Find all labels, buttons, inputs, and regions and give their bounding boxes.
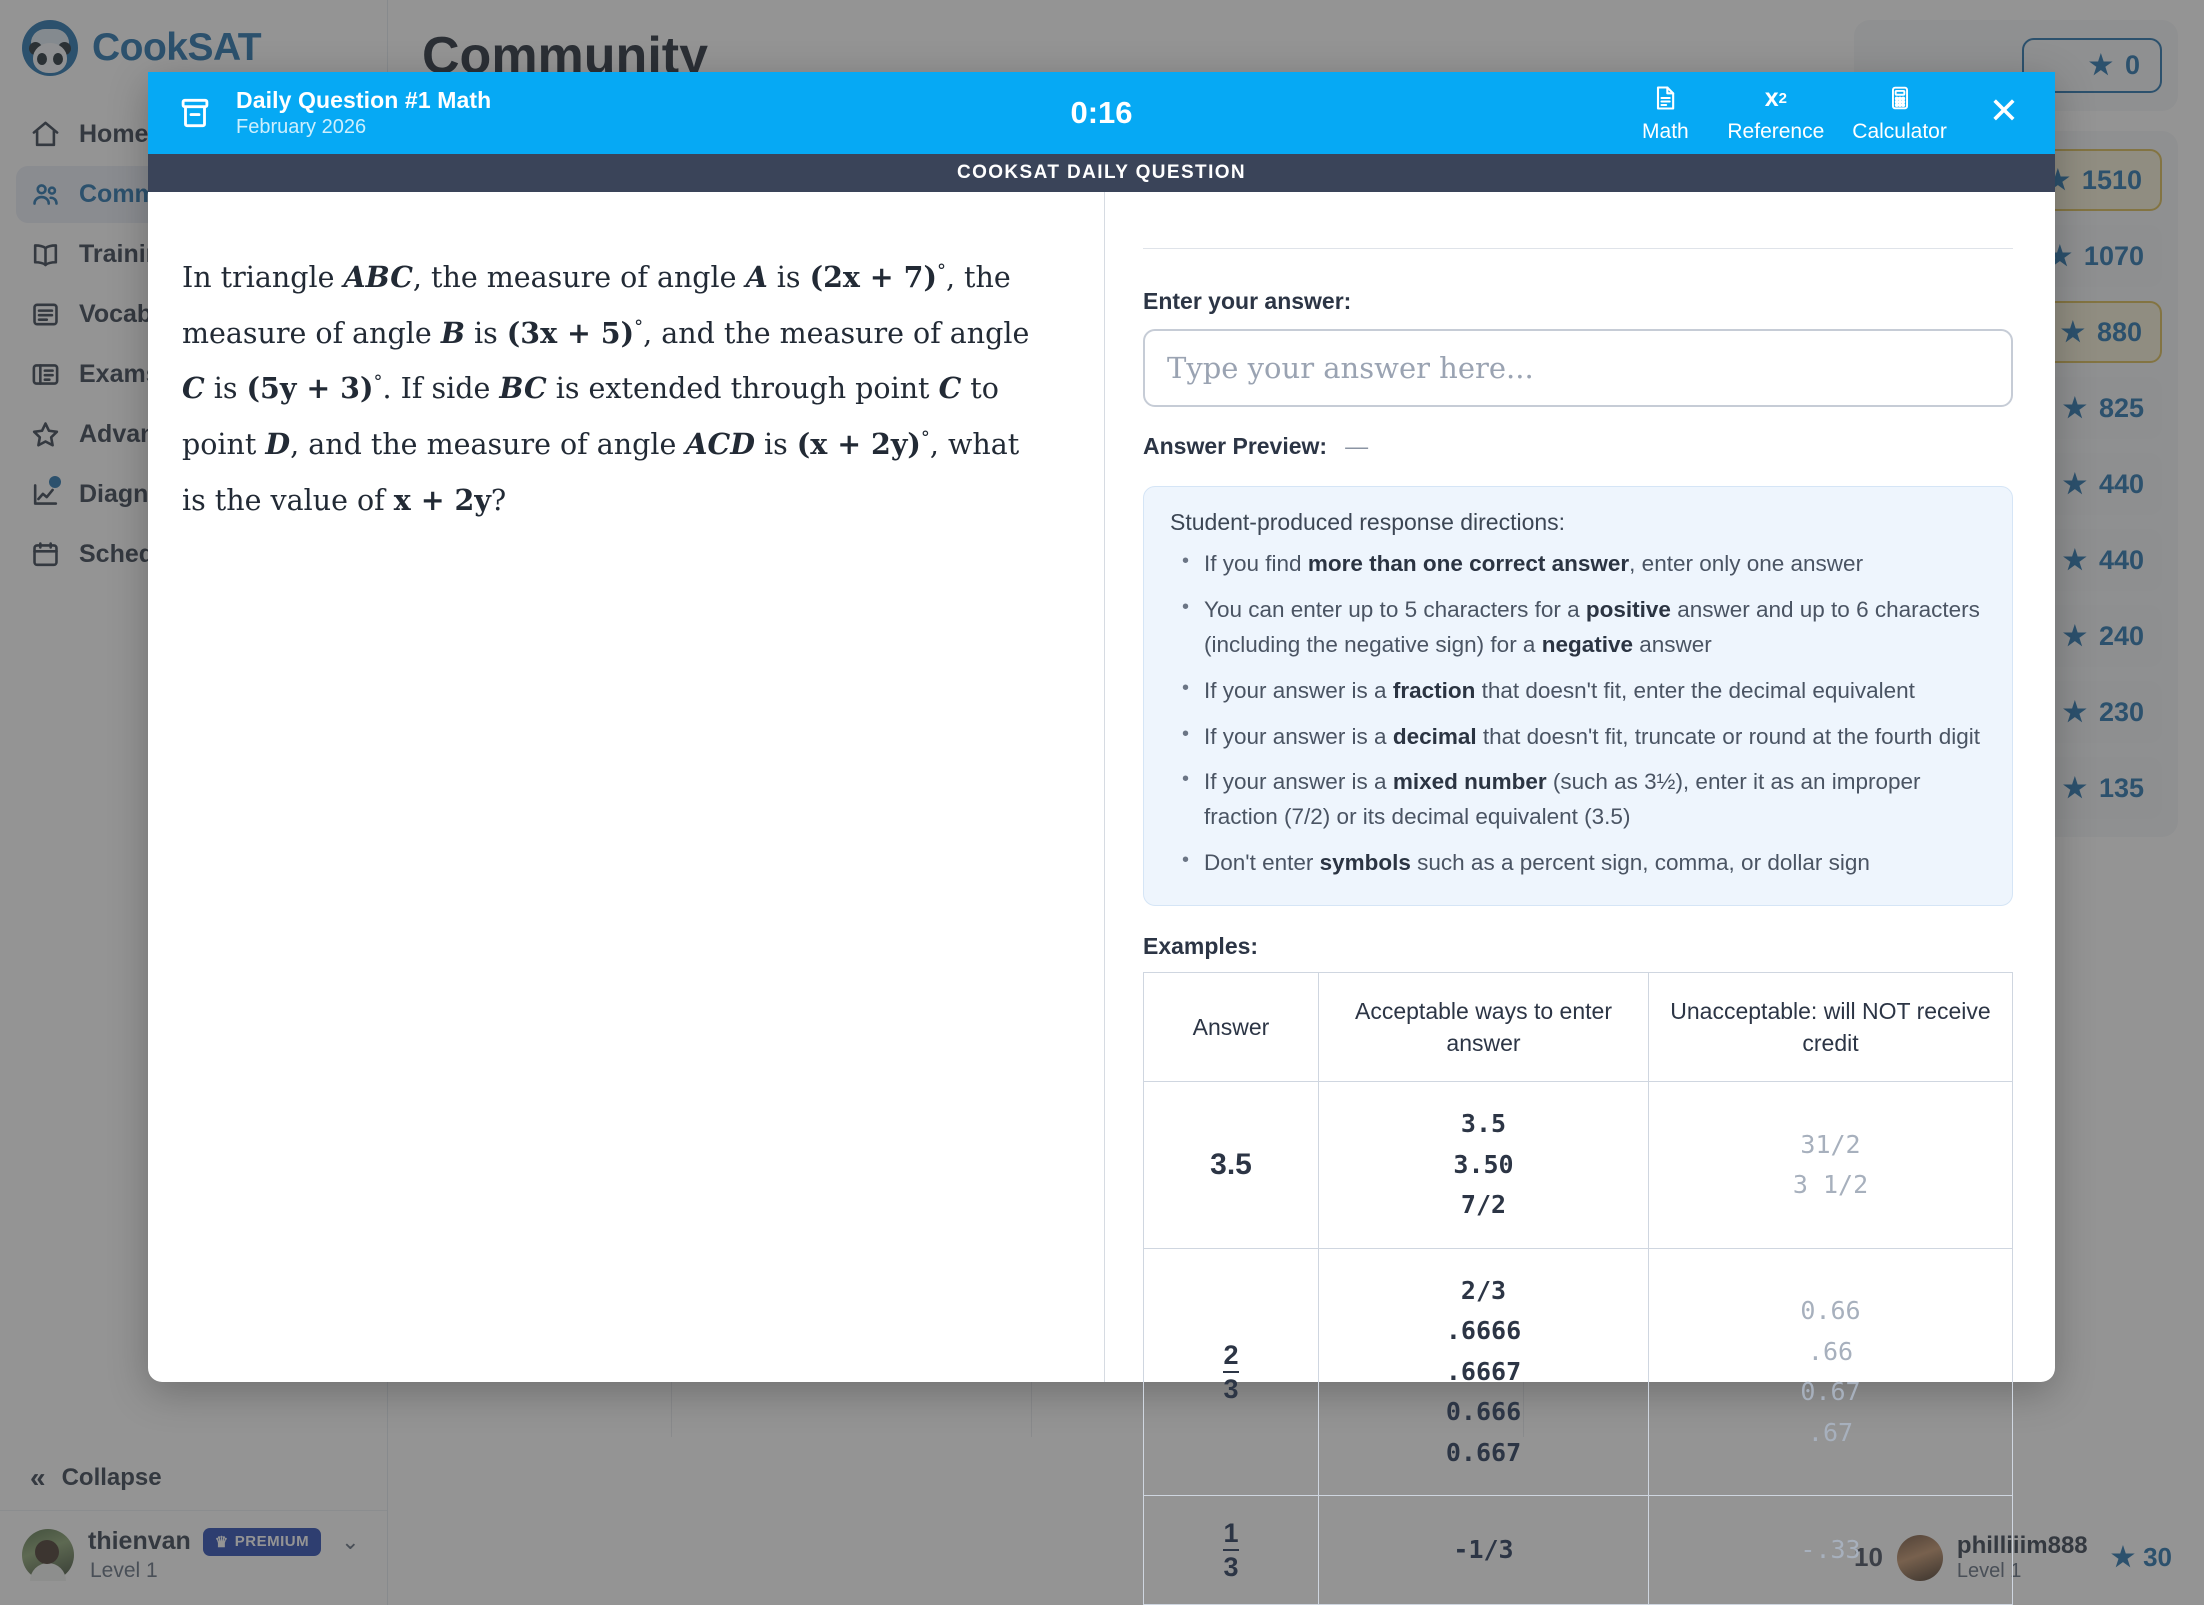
dir-pre: If your answer is a — [1204, 769, 1393, 795]
q-seg: . If side — [382, 372, 500, 406]
question-pane — [148, 192, 1105, 1382]
answer-preview-value: — — [1345, 433, 1369, 459]
document-icon — [1651, 82, 1679, 114]
dir-pre: You can enter up to 5 characters for a — [1204, 596, 1586, 622]
question-text — [182, 250, 1048, 529]
cell-unacceptable: 31/2 3 1/2 — [1649, 1082, 2013, 1249]
examples-table — [1143, 972, 2013, 1605]
dir-post: (such as 3½), enter it as an improper fraction (7/2) or its decimal equivalent (3.5) — [1204, 769, 1921, 830]
reference-tool-label: Reference — [1727, 120, 1825, 143]
dir-bold2: negative — [1541, 631, 1633, 657]
q-var-b: B — [440, 315, 465, 350]
dir-pre: Don't enter — [1204, 850, 1320, 876]
cell-unacceptable: 0.66 .66 0.67 .67 — [1649, 1248, 2013, 1496]
degree-symbol: ° — [920, 427, 930, 449]
q-seg: is — [204, 372, 247, 406]
q-var-d: D — [265, 427, 291, 462]
dir-bold: fraction — [1392, 677, 1476, 703]
answer-pane — [1105, 192, 2055, 1582]
cell-acceptable: 3.5 3.50 7/2 — [1319, 1082, 1649, 1249]
modal-title: Daily Question #1 Math — [236, 87, 492, 113]
dir-bold: more than one correct answer — [1307, 551, 1630, 576]
degree-symbol: ° — [634, 316, 644, 338]
directions-title: Student-produced response directions: — [1170, 509, 1566, 535]
directions-box — [1143, 486, 2013, 906]
x-squared-icon: x 2 — [1764, 83, 1787, 112]
dir-post2: answer — [1633, 631, 1712, 657]
table-header-row — [1144, 973, 2013, 1082]
table-row — [1144, 1082, 2013, 1249]
list-item — [1170, 765, 1986, 835]
q-expr-a: (2x + 7) — [809, 260, 937, 294]
dir-post: that doesn't fit, truncate or round at the fourth digit — [1476, 723, 1980, 749]
cell-answer — [1144, 1496, 1319, 1604]
q-seg: is — [767, 261, 810, 294]
dir-bold: symbols — [1319, 850, 1411, 876]
modal-tools — [1617, 78, 2029, 148]
answer-input[interactable] — [1143, 329, 2013, 407]
archive-box-icon — [176, 94, 214, 132]
q-seg: is — [754, 428, 797, 462]
degree-symbol: ° — [936, 260, 946, 282]
cell-answer: 3.5 — [1144, 1082, 1319, 1249]
dir-post: answer and up to 6 characters (including the negative sign) for a — [1204, 596, 1980, 657]
calculator-tool-button[interactable] — [1838, 78, 1961, 148]
q-var-acd: ACD — [685, 427, 755, 462]
dir-pre: If you find — [1204, 551, 1308, 576]
dir-pre: If your answer is a — [1204, 723, 1393, 749]
divider — [1143, 248, 2013, 249]
answer-preview-label: Answer Preview: — [1143, 433, 1328, 459]
fraction — [1223, 1340, 1238, 1403]
dir-pre: If your answer is a — [1204, 677, 1393, 703]
fraction-denominator: 3 — [1223, 1371, 1238, 1404]
q-seg: , the measure of angle — [412, 261, 746, 294]
dir-bold: positive — [1585, 596, 1671, 622]
enter-answer-label: Enter your answer: — [1143, 288, 1352, 314]
q-var-bc: BC — [499, 371, 547, 406]
modal-banner: COOKSAT DAILY QUESTION — [148, 154, 2055, 192]
q-var-c2: C — [938, 371, 962, 406]
dir-bold: mixed number — [1392, 769, 1547, 795]
q-expr-c: (5y + 3) — [246, 371, 374, 406]
q-seg: , what is the value of — [182, 428, 1020, 517]
directions-list — [1170, 547, 1986, 881]
daily-question-modal — [148, 72, 2055, 1582]
modal-header-left — [176, 87, 491, 139]
modal-header — [148, 72, 2055, 154]
list-item — [1170, 720, 1986, 755]
table-row — [1144, 1496, 2013, 1604]
column-header-answer: Answer — [1144, 973, 1319, 1082]
q-seg: is extended through point — [546, 372, 939, 406]
q-seg: to point — [182, 372, 999, 462]
reference-tool-button[interactable] — [1713, 78, 1838, 148]
q-expr-b: (3x + 5) — [506, 315, 635, 350]
q-seg: , and the measure of angle — [290, 428, 686, 462]
q-seg: , and the measure of angle — [643, 316, 1030, 350]
timer: 0:16 — [1070, 95, 1133, 130]
math-tool-button[interactable] — [1617, 78, 1713, 148]
cell-answer — [1144, 1248, 1319, 1496]
examples-label: Examples: — [1143, 933, 1259, 959]
list-item — [1170, 846, 1986, 881]
answer-input-placeholder: Type your answer here... — [1167, 351, 1534, 385]
cell-unacceptable: -.33 — [1649, 1496, 2013, 1604]
q-var-abc: ABC — [343, 260, 413, 294]
q-var-a: A — [745, 260, 768, 294]
column-header-acceptable: Acceptable ways to enter answer — [1319, 973, 1649, 1082]
cell-acceptable: 2/3 .6666 .6667 0.666 0.667 — [1319, 1248, 1649, 1496]
calculator-icon — [1887, 82, 1913, 114]
modal-body — [148, 192, 2055, 1582]
q-seg: , the measure of angle — [182, 261, 1011, 350]
list-item — [1170, 593, 1986, 663]
cell-acceptable: -1/3 — [1319, 1496, 1649, 1604]
dir-post: that doesn't fit, enter the decimal equivalent — [1475, 677, 1915, 703]
degree-symbol: ° — [373, 371, 383, 393]
fraction-denominator: 3 — [1223, 1549, 1238, 1582]
fraction — [1223, 1518, 1238, 1581]
q-seg: is — [464, 316, 507, 350]
close-icon[interactable]: ✕ — [1988, 90, 2019, 131]
answer-preview — [1143, 433, 2013, 460]
table-row — [1144, 1248, 2013, 1496]
dir-post: , enter only one answer — [1629, 551, 1864, 576]
math-tool-label: Math — [1642, 120, 1689, 143]
calculator-tool-label: Calculator — [1852, 120, 1947, 143]
q-seg: In triangle — [182, 261, 344, 294]
q-expr-d: (x + 2y) — [796, 427, 921, 462]
modal-subtitle: February 2026 — [236, 116, 367, 138]
fraction-numerator: 2 — [1223, 1340, 1239, 1371]
list-item — [1170, 674, 1986, 709]
q-var-c: C — [182, 371, 205, 406]
list-item — [1170, 547, 1986, 582]
fraction-numerator: 1 — [1223, 1518, 1239, 1549]
column-header-unacceptable: Unacceptable: will NOT receive credit — [1649, 973, 2013, 1082]
q-expr-e: x + 2y — [393, 482, 491, 517]
dir-post: such as a percent sign, comma, or dollar sign — [1410, 850, 1870, 876]
q-seg: ? — [490, 483, 507, 517]
dir-bold: decimal — [1392, 723, 1477, 749]
